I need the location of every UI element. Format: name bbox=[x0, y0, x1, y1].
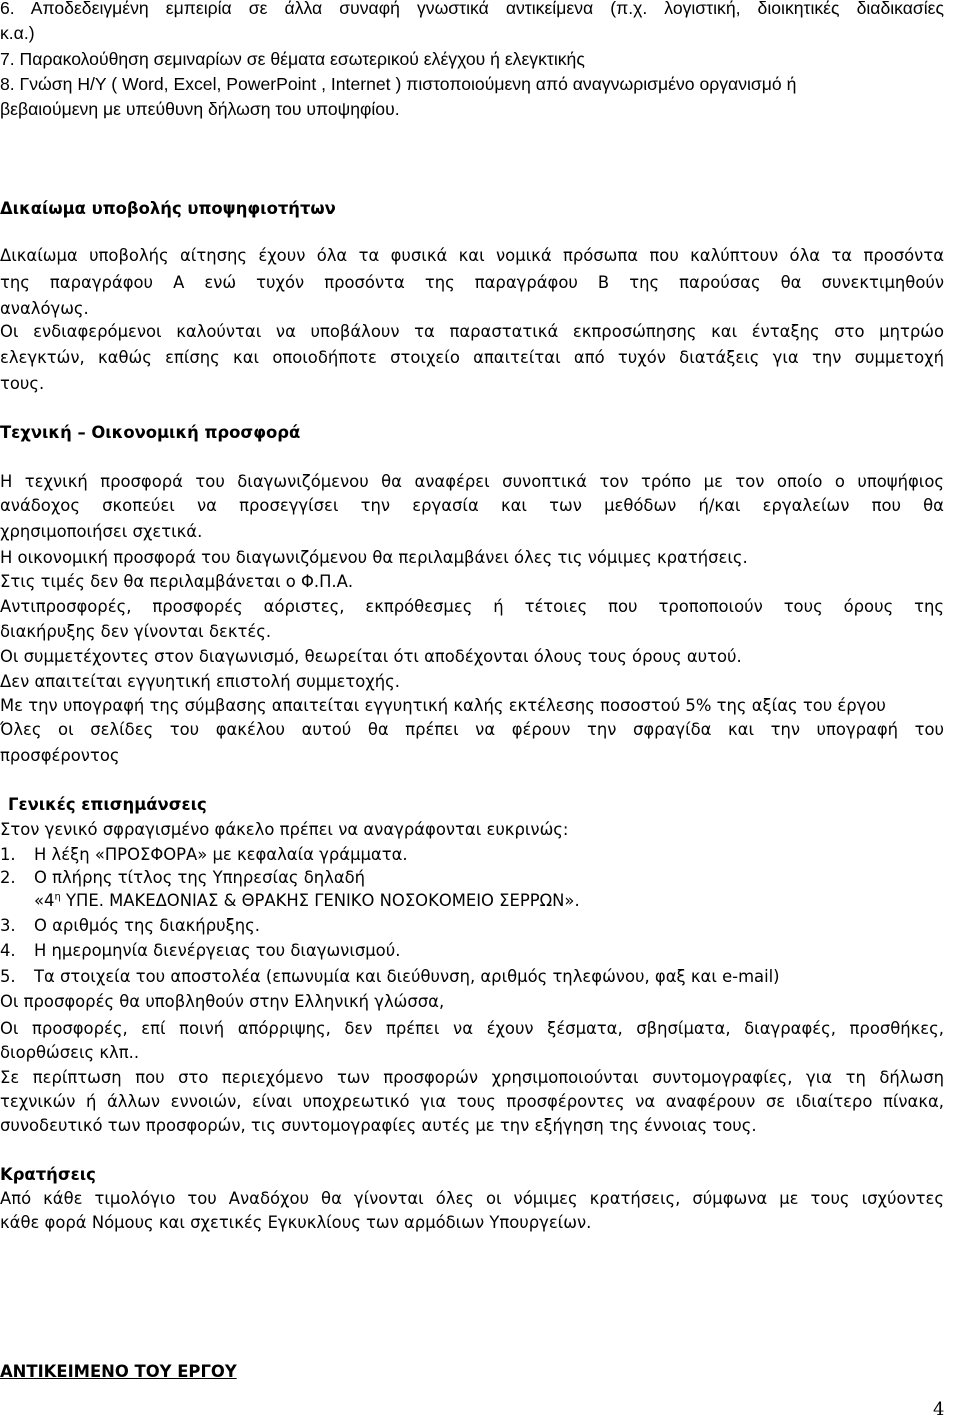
general-language: Οι προσφορές θα υποβληθούν στην Ελληνική γλώσσα, bbox=[0, 992, 445, 1011]
eligibility-p1-line3: αναλόγως. bbox=[0, 299, 89, 318]
service-title-text: ΥΠΕ. ΜΑΚΕΔΟΝΙΑΣ & ΘΡΑΚΗΣ ΓΕΝΙΚΟ ΝΟΣΟΚΟΜΕΙΟ ΣΕΡΡΩΝ». bbox=[60, 891, 580, 910]
page-number: 4 bbox=[933, 1399, 945, 1420]
eligibility-p1-line1: Δικαίωμα υποβολής αίτησης έχουν όλα τα φυσικά και νομικά πρόσωπα που καλύπτουν όλα τα προσόντα bbox=[0, 246, 944, 265]
offer-line-8: Οι συμμετέχοντες στον διαγωνισμό, θεωρείται ότι αποδέχονται όλους τους όρους αυτού. bbox=[0, 647, 742, 666]
item-text: Ο αριθμός της διακήρυξης. bbox=[34, 916, 260, 935]
offer-line-5: Στις τιμές δεν θα περιλαμβάνεται ο Φ.Π.Α. bbox=[0, 572, 354, 591]
offer-line-10: Με την υπογραφή της σύμβασης απαιτείται εγγυητική καλής εκτέλεσης ποσοστού 5% της αξίας του έργου bbox=[0, 696, 886, 715]
general-item-3 bbox=[0, 914, 260, 938]
offer-line-1: Η τεχνική προσφορά του διαγωνιζόμενου θα αναφέρει συνοπτικά τον τρόπο με τον οποίο ο υποψήφιος bbox=[0, 472, 944, 491]
offer-line-7: διακήρυξης δεν γίνονται δεκτές. bbox=[0, 622, 272, 641]
list-item-6-line1: 6. Αποδεδειγμένη εμπειρία σε άλλα συναφή γνωστικά αντικείμενα (π.χ. λογιστική, διοικητικές διαδικασίες bbox=[0, 0, 944, 18]
item-number: 3. bbox=[0, 916, 16, 935]
list-item-6-line2: κ.α.) bbox=[0, 23, 35, 43]
general-item-5 bbox=[0, 965, 780, 989]
list-item-8-line1: 8. Γνώση Η/Υ ( Word, Excel, PowerPoint , Internet ) πιστοποιούμενη από αναγνωρισμένο οργανισμό ή bbox=[0, 74, 797, 94]
deductions-heading: Κρατήσεις bbox=[0, 1165, 96, 1184]
deductions-line-2: κάθε φορά Νόμους και σχετικές Εγκυκλίους των αρμόδιων Υπουργείων. bbox=[0, 1213, 592, 1232]
offer-line-3: χρησιμοποιήσει σχετικά. bbox=[0, 522, 203, 541]
general-abbreviations-line2: τεχνικών ή άλλων εννοιών, είναι υποχρεωτικό για τους προσφέροντες να αναφέρουν σε ιδιαίτερο πίνακα, bbox=[0, 1092, 944, 1111]
general-item-2-continuation bbox=[34, 889, 580, 913]
general-abbreviations-line3: συνοδευτικό των προσφορών, τις συντομογραφίες αυτές με την εξήγηση της έννοιας τους. bbox=[0, 1116, 757, 1135]
item-text: Η ημερομηνία διενέργειας του διαγωνισμού. bbox=[34, 941, 401, 960]
service-title-prefix: «4 bbox=[34, 891, 55, 910]
item-number: 2. bbox=[0, 868, 16, 887]
list-item-8-line2: βεβαιούμενη με υπεύθυνη δήλωση του υποψηφίου. bbox=[0, 99, 400, 119]
general-corrections-line2: διορθώσεις κλπ.. bbox=[0, 1043, 140, 1062]
offer-line-2: ανάδοχος σκοπεύει να προσεγγίσει την εργασία και των μεθόδων ή/και εργαλείων που θα bbox=[0, 496, 944, 515]
eligibility-p2-line3: τους. bbox=[0, 374, 45, 393]
general-item-4 bbox=[0, 939, 400, 963]
offer-heading: Τεχνική – Οικονομική προσφορά bbox=[0, 423, 301, 442]
general-intro: Στον γενικό σφραγισμένο φάκελο πρέπει να αναγράφονται ευκρινώς: bbox=[0, 820, 569, 839]
item-text: Η λέξη «ΠΡΟΣΦΟΡΑ» με κεφαλαία γράμματα. bbox=[34, 845, 408, 864]
item-number: 4. bbox=[0, 941, 16, 960]
offer-line-12: προσφέροντος bbox=[0, 746, 120, 765]
deductions-line-1: Από κάθε τιμολόγιο του Αναδόχου θα γίνονται όλες οι νόμιμες κρατήσεις, σύμφωνα με τους ισχύοντες bbox=[0, 1189, 944, 1208]
subject-heading: ΑΝΤΙΚΕΙΜΕΝΟ ΤΟΥ ΕΡΓΟΥ bbox=[0, 1362, 237, 1381]
general-heading: Γενικές επισημάνσεις bbox=[8, 795, 207, 814]
ordinal-superscript: η bbox=[54, 891, 61, 903]
eligibility-p2-line2: ελεγκτών, καθώς επίσης και οποιοδήποτε στοιχείο απαιτείται από τυχόν διατάξεις για την συμμετοχή bbox=[0, 348, 944, 367]
general-item-2 bbox=[0, 866, 365, 890]
general-abbreviations-line1: Σε περίπτωση που στο περιεχόμενο των προσφορών χρησιμοποιούνται συντομογραφίες, για τη δήλωση bbox=[0, 1068, 944, 1087]
general-item-1 bbox=[0, 843, 408, 867]
item-number: 5. bbox=[0, 967, 16, 986]
item-number: 1. bbox=[0, 845, 16, 864]
offer-line-6: Αντιπροσφορές, προσφορές αόριστες, εκπρόθεσμες ή τέτοιες που τροποποιούν τους όρους της bbox=[0, 597, 944, 616]
eligibility-p1-line2: της παραγράφου Α ενώ τυχόν προσόντα της παραγράφου Β της παρούσας θα συνεκτιμηθούν bbox=[0, 273, 944, 292]
general-corrections-line1: Οι προσφορές, επί ποινή απόρριψης, δεν πρέπει να έχουν ξέσματα, σβησίματα, διαγραφές, προσθήκες, bbox=[0, 1019, 944, 1038]
item-text: Ο πλήρης τίτλος της Υπηρεσίας δηλαδή bbox=[34, 868, 366, 887]
offer-line-9: Δεν απαιτείται εγγυητική επιστολή συμμετοχής. bbox=[0, 672, 400, 691]
list-item-7: 7. Παρακολούθηση σεμιναρίων σε θέματα εσωτερικού ελέγχου ή ελεγκτικής bbox=[0, 49, 585, 69]
eligibility-p2-line1: Οι ενδιαφερόμενοι καλούνται να υποβάλουν τα παραστατικά εκπροσώπησης και ένταξης στο μητρώο bbox=[0, 322, 944, 341]
item-text: Τα στοιχεία του αποστολέα (επωνυμία και διεύθυνση, αριθμός τηλεφώνου, φαξ και e-mail) bbox=[34, 967, 780, 986]
offer-line-11: Όλες οι σελίδες του φακέλου αυτού θα πρέπει να φέρουν την σφραγίδα και την υπογραφή του bbox=[0, 720, 944, 739]
eligibility-heading: Δικαίωμα υποβολής υποψηφιοτήτων bbox=[0, 199, 336, 218]
offer-line-4: Η οικονομική προσφορά του διαγωνιζόμενου θα περιλαμβάνει όλες τις νόμιμες κρατήσεις. bbox=[0, 548, 748, 567]
